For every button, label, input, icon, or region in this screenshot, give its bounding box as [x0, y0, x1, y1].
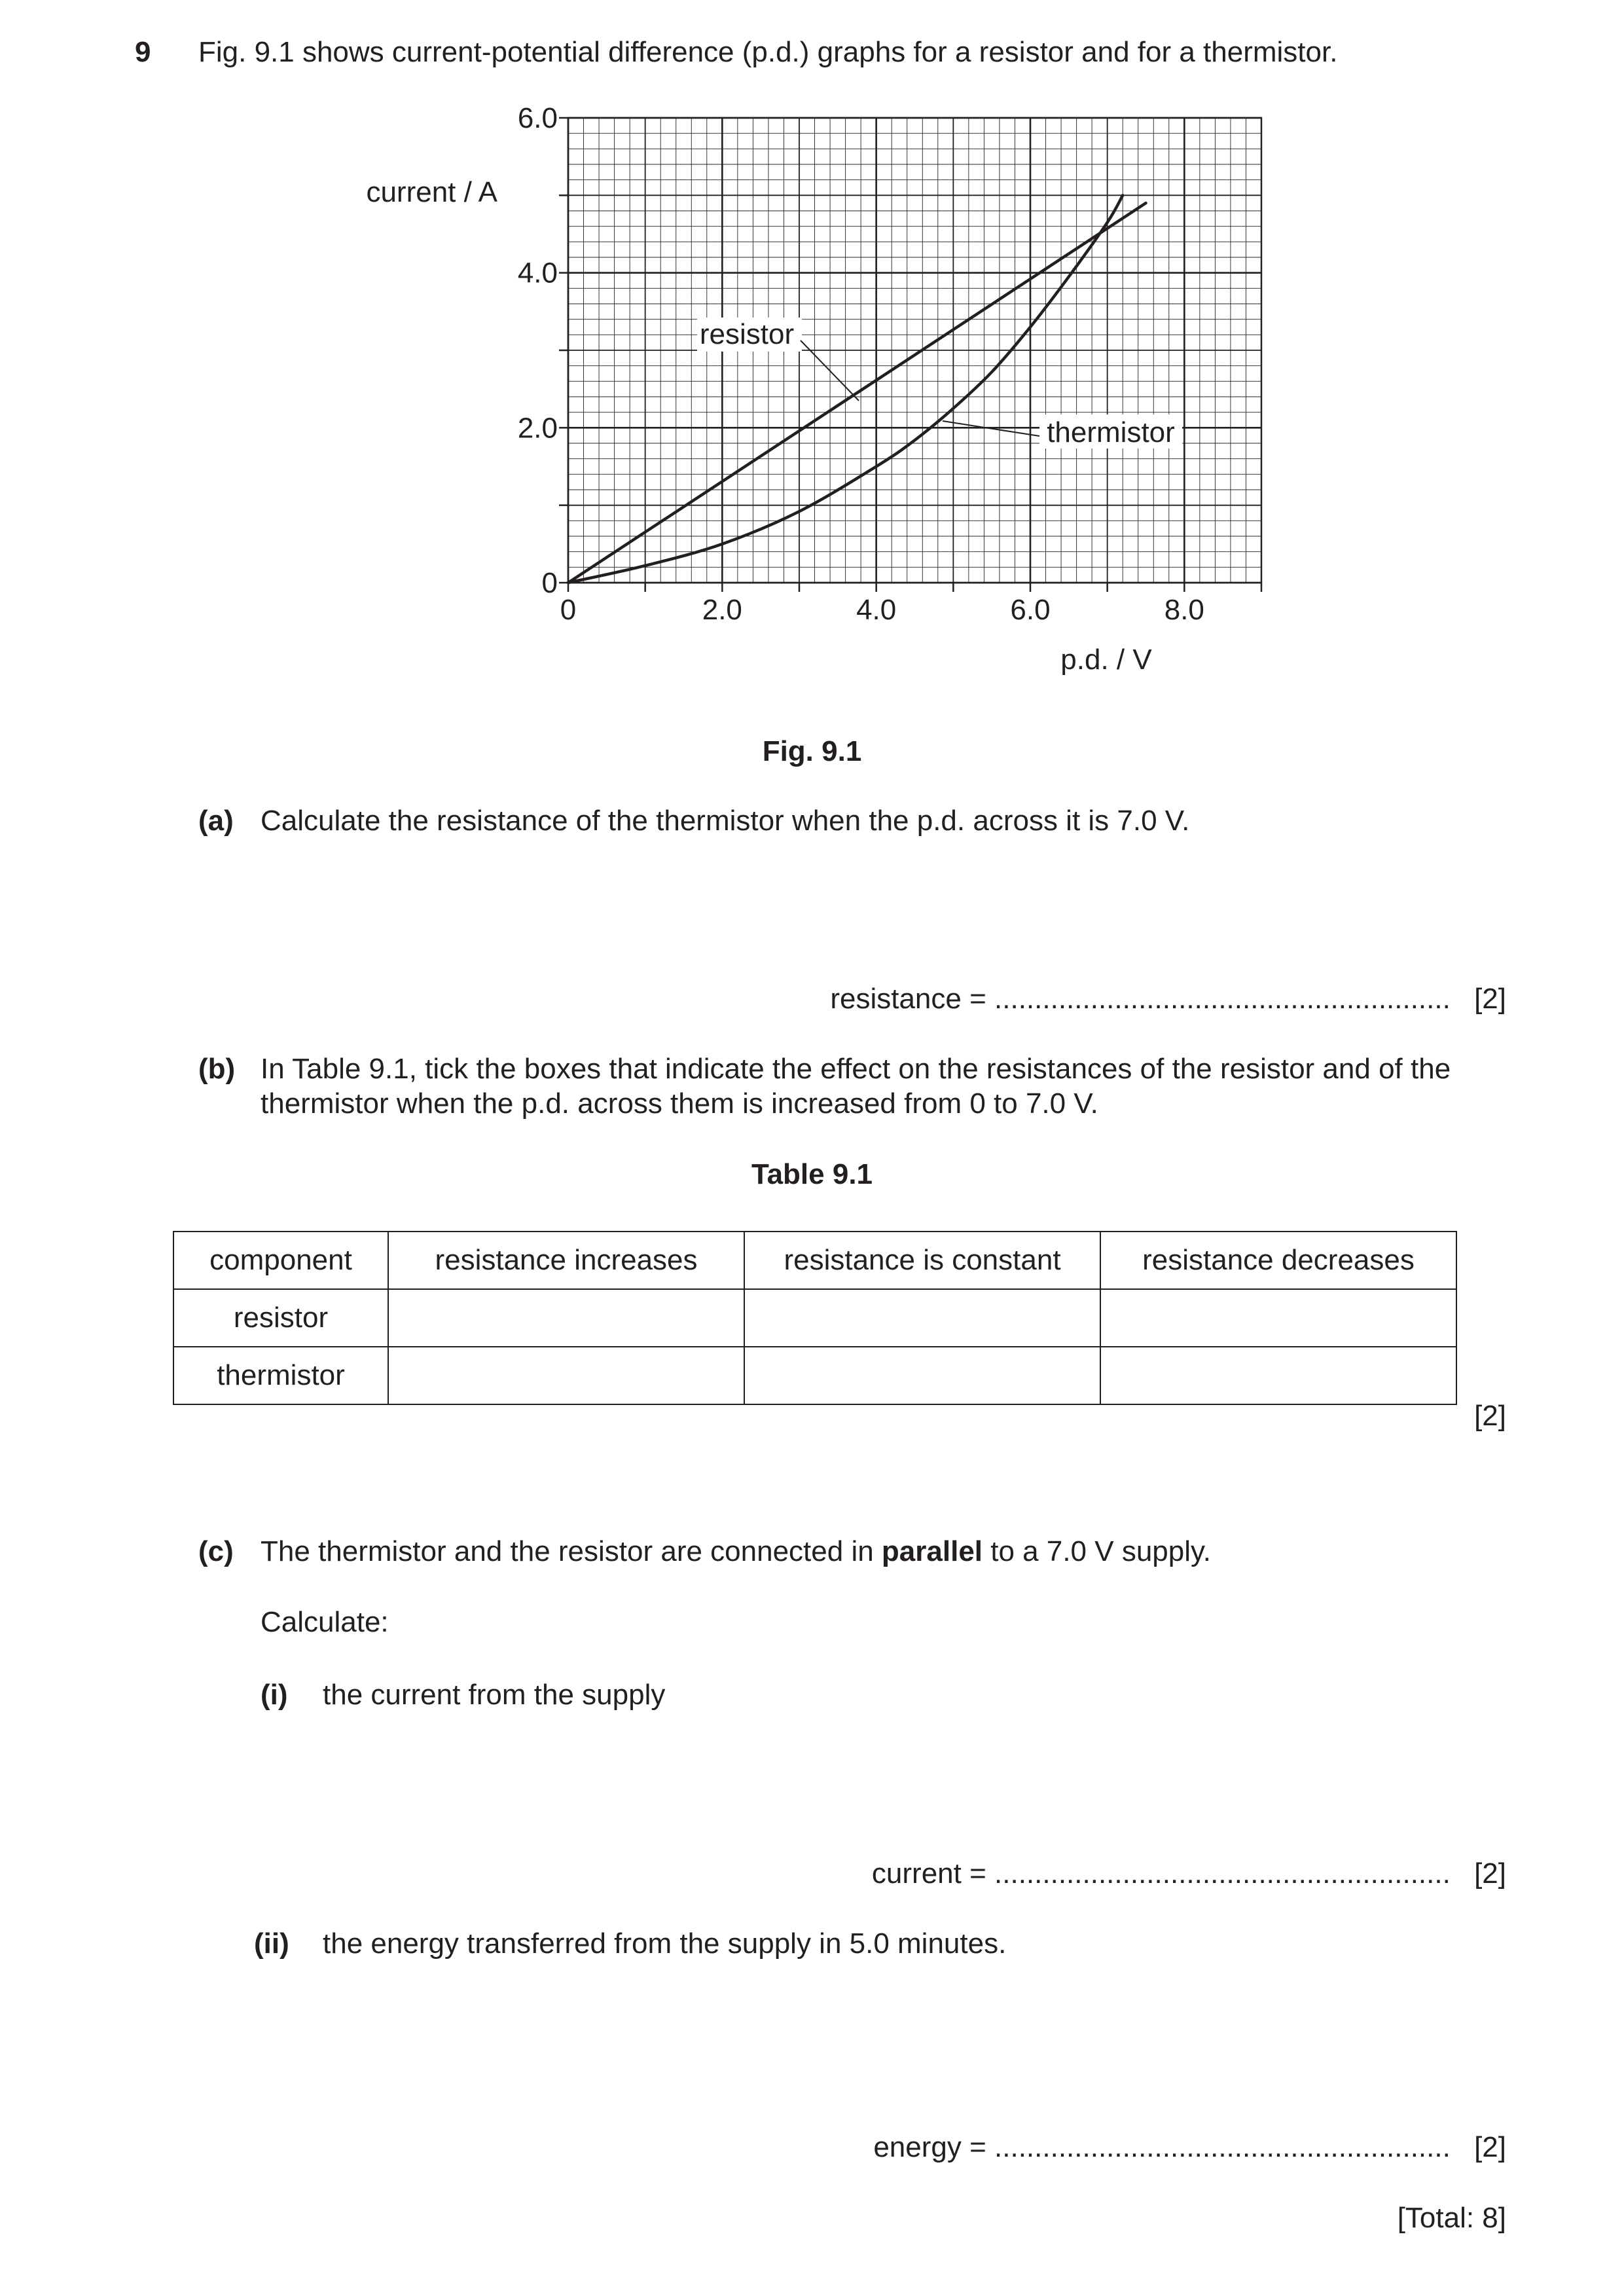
tick-box-resistor-increases[interactable]: [388, 1289, 744, 1347]
thermistor-label: thermistor: [1047, 416, 1175, 448]
part-c-i-answer-label: current =: [871, 1857, 986, 1890]
y-tick-label: 2.0: [517, 412, 558, 445]
resistor-label: resistor: [699, 318, 795, 350]
tick-box-thermistor-constant[interactable]: [744, 1347, 1100, 1404]
question-intro: Fig. 9.1 shows current-potential difference (p.d.) graphs for a resistor and for a thermistor.: [198, 36, 1338, 68]
row-label-thermistor: thermistor: [173, 1347, 388, 1404]
part-a-marks: [2]: [1474, 983, 1506, 1015]
table-header-row: [173, 1232, 1456, 1289]
part-b-label: (b): [198, 1053, 236, 1085]
iv-graph: [347, 98, 1329, 701]
total-marks: [Total: 8]: [1397, 2202, 1506, 2234]
part-c-ii-label: (ii): [254, 1927, 289, 1960]
tick-box-resistor-constant[interactable]: [744, 1289, 1100, 1347]
question-number: 9: [135, 36, 151, 68]
part-c-ii-answer-label: energy =: [873, 2131, 986, 2163]
part-a-answer-field[interactable]: .........................................................: [994, 983, 1451, 1015]
part-c-calculate: Calculate:: [261, 1606, 389, 1638]
table-row: [173, 1347, 1456, 1404]
part-c-i-answer-field[interactable]: .........................................................: [994, 1857, 1451, 1890]
table-caption: Table 9.1: [751, 1158, 873, 1190]
part-a-text: Calculate the resistance of the thermistor when the p.d. across it is 7.0 V.: [261, 805, 1190, 837]
table-9-1: [173, 1231, 1457, 1405]
part-b-text-line1: In Table 9.1, tick the boxes that indicate the effect on the resistances of the resistor and of the: [261, 1053, 1451, 1085]
tick-box-resistor-decreases[interactable]: [1100, 1289, 1456, 1347]
header-resistance-increases: resistance increases: [388, 1232, 744, 1289]
series-line-resistor: [568, 203, 1146, 583]
tick-box-thermistor-increases[interactable]: [388, 1347, 744, 1404]
y-axis-label: current / A: [366, 176, 497, 208]
y-tick-label: 0: [541, 567, 558, 599]
part-b-marks: [2]: [1474, 1400, 1506, 1432]
x-tick-label: 4.0: [856, 594, 897, 626]
part-c-ii-answer-field[interactable]: .........................................................: [994, 2131, 1451, 2163]
resistor-leader: [801, 340, 859, 401]
part-c-i-marks: [2]: [1474, 1857, 1506, 1890]
x-axis-label: p.d. / V: [1060, 644, 1152, 676]
part-a-label: (a): [198, 805, 234, 837]
part-c-i-text: the current from the supply: [323, 1679, 666, 1711]
y-tick-label: 6.0: [517, 102, 558, 134]
part-c-ii-answer-line: [873, 2130, 1506, 2164]
header-resistance-constant: resistance is constant: [744, 1232, 1100, 1289]
part-c-ii-marks: [2]: [1474, 2131, 1506, 2163]
tick-box-thermistor-decreases[interactable]: [1100, 1347, 1456, 1404]
part-c-label: (c): [198, 1535, 234, 1567]
y-tick-label: 4.0: [517, 257, 558, 289]
table-row: [173, 1289, 1456, 1347]
header-component: component: [173, 1232, 388, 1289]
x-tick-label: 2.0: [702, 594, 742, 626]
x-tick-label: 0: [560, 594, 577, 626]
row-label-resistor: resistor: [173, 1289, 388, 1347]
part-c-text: [261, 1535, 1211, 1569]
part-c-i-label: (i): [261, 1679, 288, 1711]
figure-caption: Fig. 9.1: [762, 735, 862, 767]
part-b-text-line2: thermistor when the p.d. across them is increased from 0 to 7.0 V.: [261, 1087, 1098, 1120]
part-c-text-bold: parallel: [881, 1535, 983, 1567]
x-tick-label: 6.0: [1010, 594, 1051, 626]
header-resistance-decreases: resistance decreases: [1100, 1232, 1456, 1289]
part-a-answer-line: [830, 982, 1506, 1016]
x-tick-label: 8.0: [1164, 594, 1204, 626]
part-c-ii-text: the energy transferred from the supply in 5.0 minutes.: [323, 1927, 1007, 1960]
part-c-text-before: The thermistor and the resistor are connected in: [261, 1535, 882, 1567]
part-c-text-after: to a 7.0 V supply.: [983, 1535, 1211, 1567]
part-c-i-answer-line: [872, 1857, 1506, 1891]
part-a-answer-label: resistance =: [830, 983, 986, 1015]
series: [568, 195, 1146, 583]
